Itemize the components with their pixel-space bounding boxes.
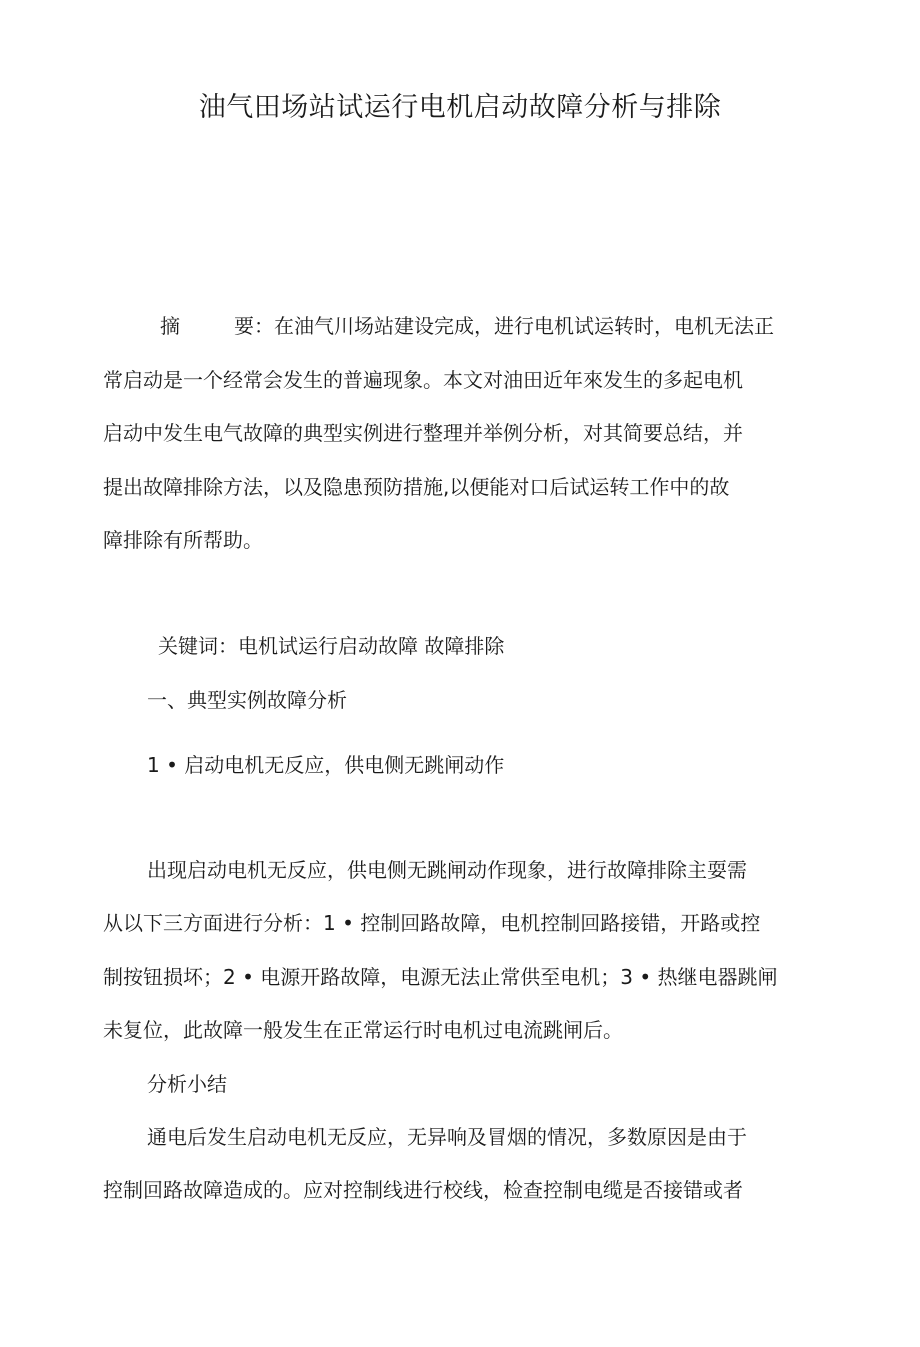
abstract-label-first: 摘 [160,314,180,338]
abstract-line-1: 在油气川场站建设完成，进行电机试运转时，电机无法正 [274,314,774,338]
abstract-line-2: 常启动是一个经常会发生的普遍现象。本文对油田近年來发生的多起电机 [103,368,743,392]
abstract-label [160,311,774,341]
abstract-label-second: 要： [234,314,274,338]
paragraph-2-line-2: 控制回路故障造成的。应对控制线进行校线，检查控制电缆是否接错或者 [103,1178,743,1202]
summary-heading: 分析小结 [147,1072,227,1096]
abstract-line-4: 提出故障排除方法，以及隐患预防措施,以便能对口后试运转工作中的故 [103,475,730,499]
abstract-line-3: 启动中发生电气故障的典型实例进行整理并举例分析，对其简要总结，并 [103,421,743,445]
paragraph-2-line-1: 通电后发生启动电机无反应，无异响及冒烟的情况，多数原因是由于 [147,1125,747,1149]
subsection-heading: 1 • 启动电机无反应，供电侧无跳闸动作 [147,753,505,777]
section-heading: 一、典型实例故障分析 [147,688,347,712]
keywords: 关键词：电机试运行启动故障 故障排除 [158,634,505,658]
paragraph-1-line-1: 出现启动电机无反应，供电侧无跳闸动作现象，进行故障排除主耍需 [147,858,747,882]
paragraph-1-line-4: 未复位，此故障一般发生在正常运行时电机过电流跳闸后。 [103,1018,623,1042]
paragraph-1-line-3: 制按钮损坏；2 • 电源开路故障，电源无法止常供至电机；3 • 热继电器跳闸 [103,965,778,989]
paragraph-1-line-2: 从以下三方面进行分析：1 • 控制回路故障，电机控制回路接错，开路或控 [103,911,761,935]
abstract-line-5: 障排除有所帮助。 [103,528,263,552]
document-title: 油气田场站试运行电机启动故障分析与排除 [198,92,722,123]
